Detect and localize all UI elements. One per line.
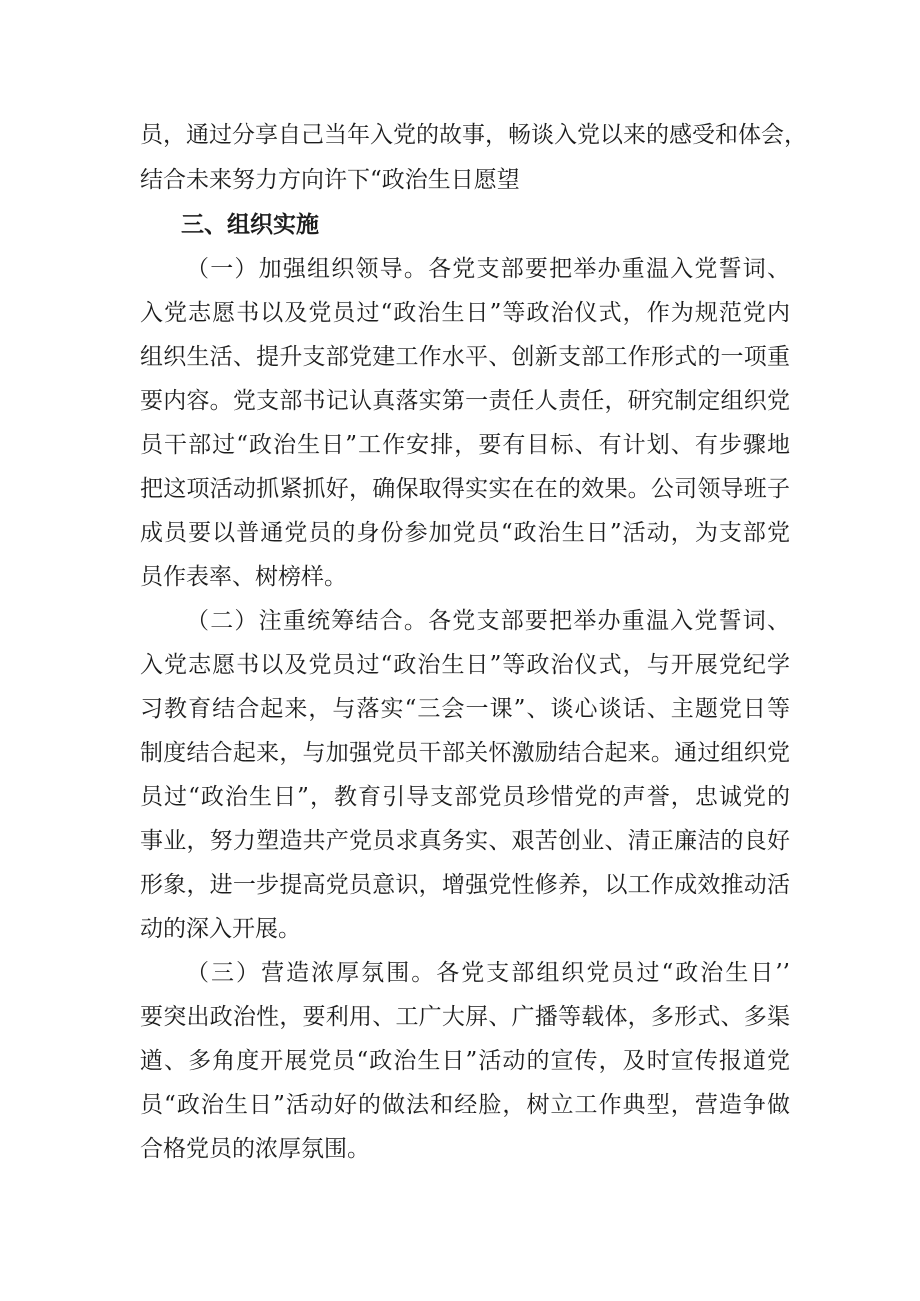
section-heading: 三、组织实施	[181, 212, 319, 238]
para2-line-4: 制度结合起来，与加强党员干部关怀激励结合起来。通过组织党	[140, 740, 790, 766]
intro-line-1: 员，通过分享自己当年入党的故事，畅谈入党以来的感受和体会，	[140, 122, 807, 148]
para1-line-2: 入党志愿书以及党员过“政治生日”等政治仪式，作为规范党内	[140, 300, 790, 326]
para1-line-1: （一）加强组织领导。各党支部要把举办重温入党誓词、	[186, 256, 790, 282]
para2-line-3: 习教育结合起来，与落实“三会一课”、谈心谈话、主题党日等	[140, 696, 790, 722]
para1-line-8: 员作表率、树榜样。	[140, 564, 347, 590]
para1-line-7: 成员要以普通党员的身份参加党员“政治生日”活动，为支部党	[140, 520, 790, 546]
para3-line-5: 合格党员的浓厚氛围。	[140, 1136, 370, 1162]
para2-line-2: 入党志愿书以及党员过“政治生日”等政治仪式，与开展党纪学	[140, 652, 790, 678]
para1-line-4: 要内容。党支部书记认真落实第一责任人责任，研究制定组织党	[140, 388, 790, 414]
para2-line-8: 动的深入开展。	[140, 916, 301, 942]
para3-line-3: 遒、多角度开展党员“政治生日”活动的宣传，及时宣传报道党	[140, 1048, 790, 1074]
para2-line-1: （二）注重统筹结合。各党支部要把举办重温入党誓词、	[186, 608, 790, 634]
para2-line-5: 员过“政治生日”，教育引导支部党员珍惜党的声誉，忠诚党的	[140, 784, 790, 810]
para2-line-6: 事业，努力塑造共产党员求真务实、艰苦创业、清正廉洁的良好	[140, 828, 790, 854]
para3-line-4: 员“政治生日”活动好的做法和经脸，树立工作典型，营造争做	[140, 1092, 790, 1118]
para1-line-3: 组织生活、提升支部党建工作水平、创新支部工作形式的一项重	[140, 344, 790, 370]
para1-line-5: 员干部过“政治生日”工作安排，要有目标、有计划、有步骤地	[140, 432, 790, 458]
para1-line-6: 把这项活动抓紧抓好，确保取得实实在在的效果。公司领导班子	[140, 476, 790, 502]
intro-line-2: 结合未来努力方向许下“政治生日愿望	[140, 167, 520, 193]
para3-line-1: （三）营造浓厚氛围。各党支部组织党员过“政治生日’’	[186, 960, 790, 986]
para3-line-2: 要突出政治性，要利用、工广大屏、广播等载体，多形式、多渠	[140, 1004, 790, 1030]
para2-line-7: 形象，进一步提高党员意识，增强党性修养，以工作成效推动活	[140, 872, 790, 898]
